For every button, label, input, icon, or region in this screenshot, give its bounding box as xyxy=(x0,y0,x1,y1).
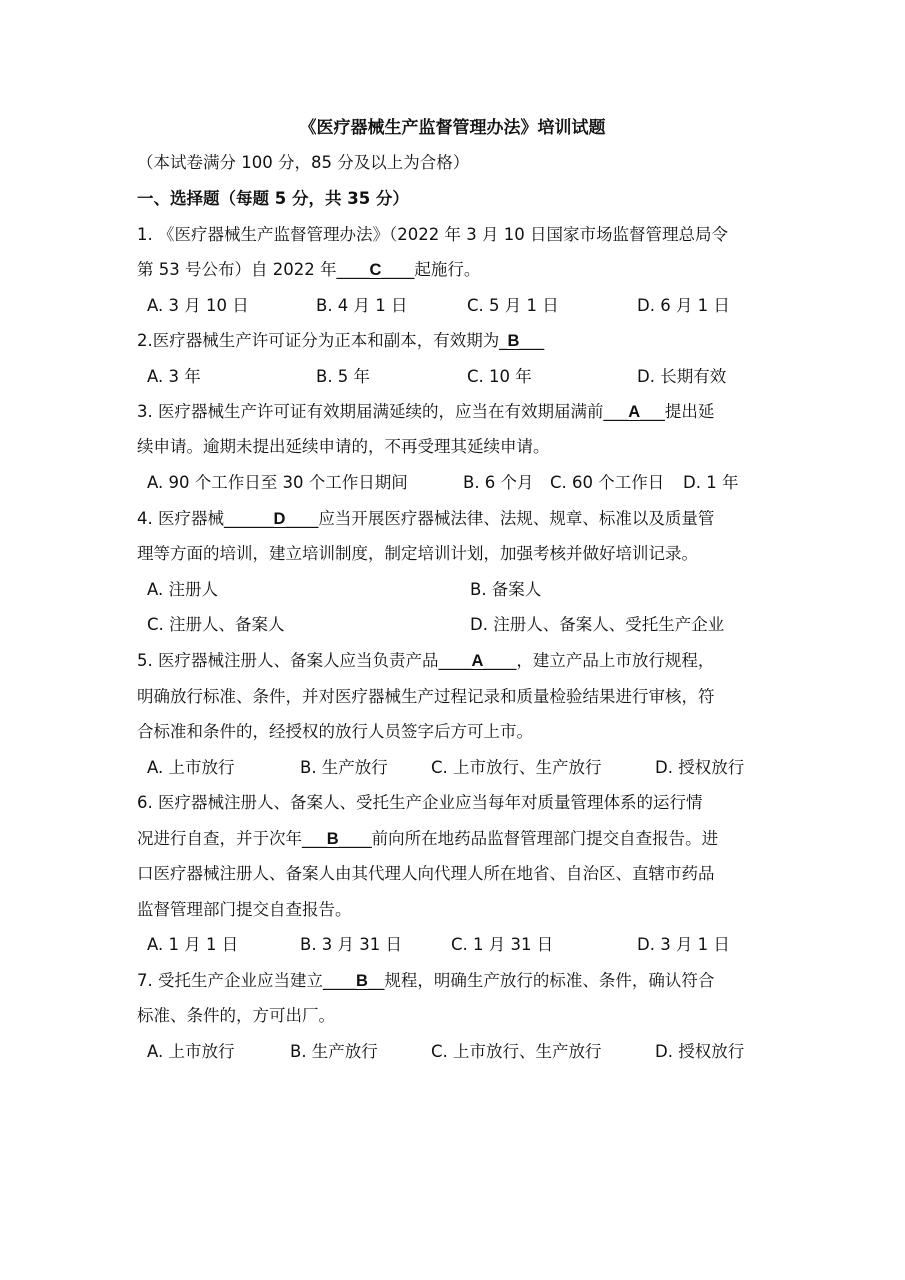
option-b: B. 6 个月 xyxy=(463,473,534,492)
option-b: B. 生产放行 xyxy=(290,1042,378,1061)
option-d: D. 1 年 xyxy=(683,473,739,492)
question-3-text-end: 提出延 xyxy=(664,402,715,421)
answer-blank: ___B____ xyxy=(302,829,372,848)
option-c: C. 60 个工作日 xyxy=(550,473,665,492)
answer-blank: ____A____ xyxy=(438,651,517,670)
option-c: C. 5 月 1 日 xyxy=(467,296,559,315)
option-c: C. 10 年 xyxy=(467,367,532,386)
answer-blank: ____C____ xyxy=(336,260,415,279)
question-5-line-3: 合标准和条件的，经授权的放行人员签字后方可上市。 xyxy=(137,722,533,741)
option-a: A. 注册人 xyxy=(147,580,218,599)
option-b: B. 5 年 xyxy=(316,367,371,386)
option-b: B. 生产放行 xyxy=(300,758,388,777)
question-6-line-1: 6. 医疗器械注册人、备案人、受托生产企业应当每年对质量管理体系的运行情 xyxy=(137,793,703,812)
question-1-text-end: 起施行。 xyxy=(414,260,481,279)
answer-4: D xyxy=(273,510,286,528)
option-d: D. 6 月 1 日 xyxy=(637,296,730,315)
option-a: A. 上市放行 xyxy=(147,1042,235,1061)
question-7-line-1 xyxy=(137,970,714,992)
answer-blank: ____B__ xyxy=(323,971,385,990)
answer-1: C xyxy=(369,261,382,279)
question-4-line-2: 理等方面的培训，建立培训制度，制定培训计划，加强考核并做好培训记录。 xyxy=(137,544,698,563)
answer-3: A xyxy=(628,403,641,421)
option-a: A. 3 月 10 日 xyxy=(147,296,249,315)
option-d: D. 授权放行 xyxy=(655,1042,745,1061)
question-6-line-2 xyxy=(137,828,718,850)
option-c: C. 上市放行、生产放行 xyxy=(431,1042,602,1061)
question-6-text-end: 前向所在地药品监督管理部门提交自查报告。进 xyxy=(371,829,719,848)
answer-7: B xyxy=(356,972,368,990)
section-heading: 一、选择题（每题 5 分，共 35 分） xyxy=(137,189,409,208)
answer-blank: ___A___ xyxy=(603,402,665,421)
question-1-line-1: 1. 《医疗器械生产监督管理办法》（2022 年 3 月 10 日国家市场监督管理总局令 xyxy=(137,225,728,244)
question-7-text: 7. 受托生产企业应当建立 xyxy=(137,971,323,990)
answer-blank: ______D____ xyxy=(224,509,319,528)
question-4-text: 4. 医疗器械 xyxy=(137,509,224,528)
answer-6: B xyxy=(326,830,339,848)
question-1-text: 第 53 号公布）自 2022 年 xyxy=(137,260,337,279)
question-2-line-1 xyxy=(137,330,544,352)
question-3-text: 3. 医疗器械生产许可证有效期届满延续的，应当在有效期届满前 xyxy=(137,402,604,421)
option-d: D. 授权放行 xyxy=(655,758,745,777)
option-b: B. 3 月 31 日 xyxy=(300,935,403,954)
question-3-line-1 xyxy=(137,401,714,423)
answer-2: B xyxy=(507,332,520,350)
option-d: D. 3 月 1 日 xyxy=(637,935,730,954)
option-b: B. 4 月 1 日 xyxy=(316,296,408,315)
option-b: B. 备案人 xyxy=(470,580,542,599)
question-6-text: 况进行自查，并于次年 xyxy=(137,829,302,848)
option-a: A. 3 年 xyxy=(147,367,201,386)
option-a: A. 1 月 1 日 xyxy=(147,935,239,954)
question-4-text-end: 应当开展医疗器械法律、法规、规章、标准以及质量管 xyxy=(318,509,715,528)
question-5-line-1 xyxy=(137,650,714,672)
document-title: 《医疗器械生产监督管理办法》培训试题 xyxy=(299,118,606,138)
exam-note: （本试卷满分 100 分，85 分及以上为合格） xyxy=(137,153,470,172)
option-a: A. 上市放行 xyxy=(147,758,235,777)
answer-blank: _B___ xyxy=(499,331,545,350)
question-3-line-2: 续申请。逾期未提出延续申请的，不再受理其延续申请。 xyxy=(137,437,550,456)
question-5-text: 5. 医疗器械注册人、备案人应当负责产品 xyxy=(137,651,439,670)
question-5-text-end: ，建立产品上市放行规程， xyxy=(516,651,715,670)
option-a: A. 90 个工作日至 30 个工作日期间 xyxy=(147,473,408,492)
question-5-line-2: 明确放行标准、条件，并对医疗器械生产过程记录和质量检验结果进行审核，符 xyxy=(137,687,715,706)
question-7-line-2: 标准、条件的，方可出厂。 xyxy=(137,1006,335,1025)
option-d: D. 注册人、备案人、受托生产企业 xyxy=(470,615,725,634)
option-c: C. 1 月 31 日 xyxy=(451,935,554,954)
answer-5: A xyxy=(471,652,484,670)
option-c: C. 上市放行、生产放行 xyxy=(431,758,602,777)
question-6-line-3: 口医疗器械注册人、备案人由其代理人向代理人所在地省、自治区、直辖市药品 xyxy=(137,864,715,883)
option-c: C. 注册人、备案人 xyxy=(147,615,285,634)
question-6-line-4: 监督管理部门提交自查报告。 xyxy=(137,900,352,919)
question-4-line-1 xyxy=(137,508,714,530)
question-7-text-end: 规程，明确生产放行的标准、条件，确认符合 xyxy=(384,971,715,990)
option-d: D. 长期有效 xyxy=(637,367,727,386)
question-1-line-2 xyxy=(137,259,480,281)
question-2-text: 2.医疗器械生产许可证分为正本和副本，有效期为 xyxy=(137,331,500,350)
